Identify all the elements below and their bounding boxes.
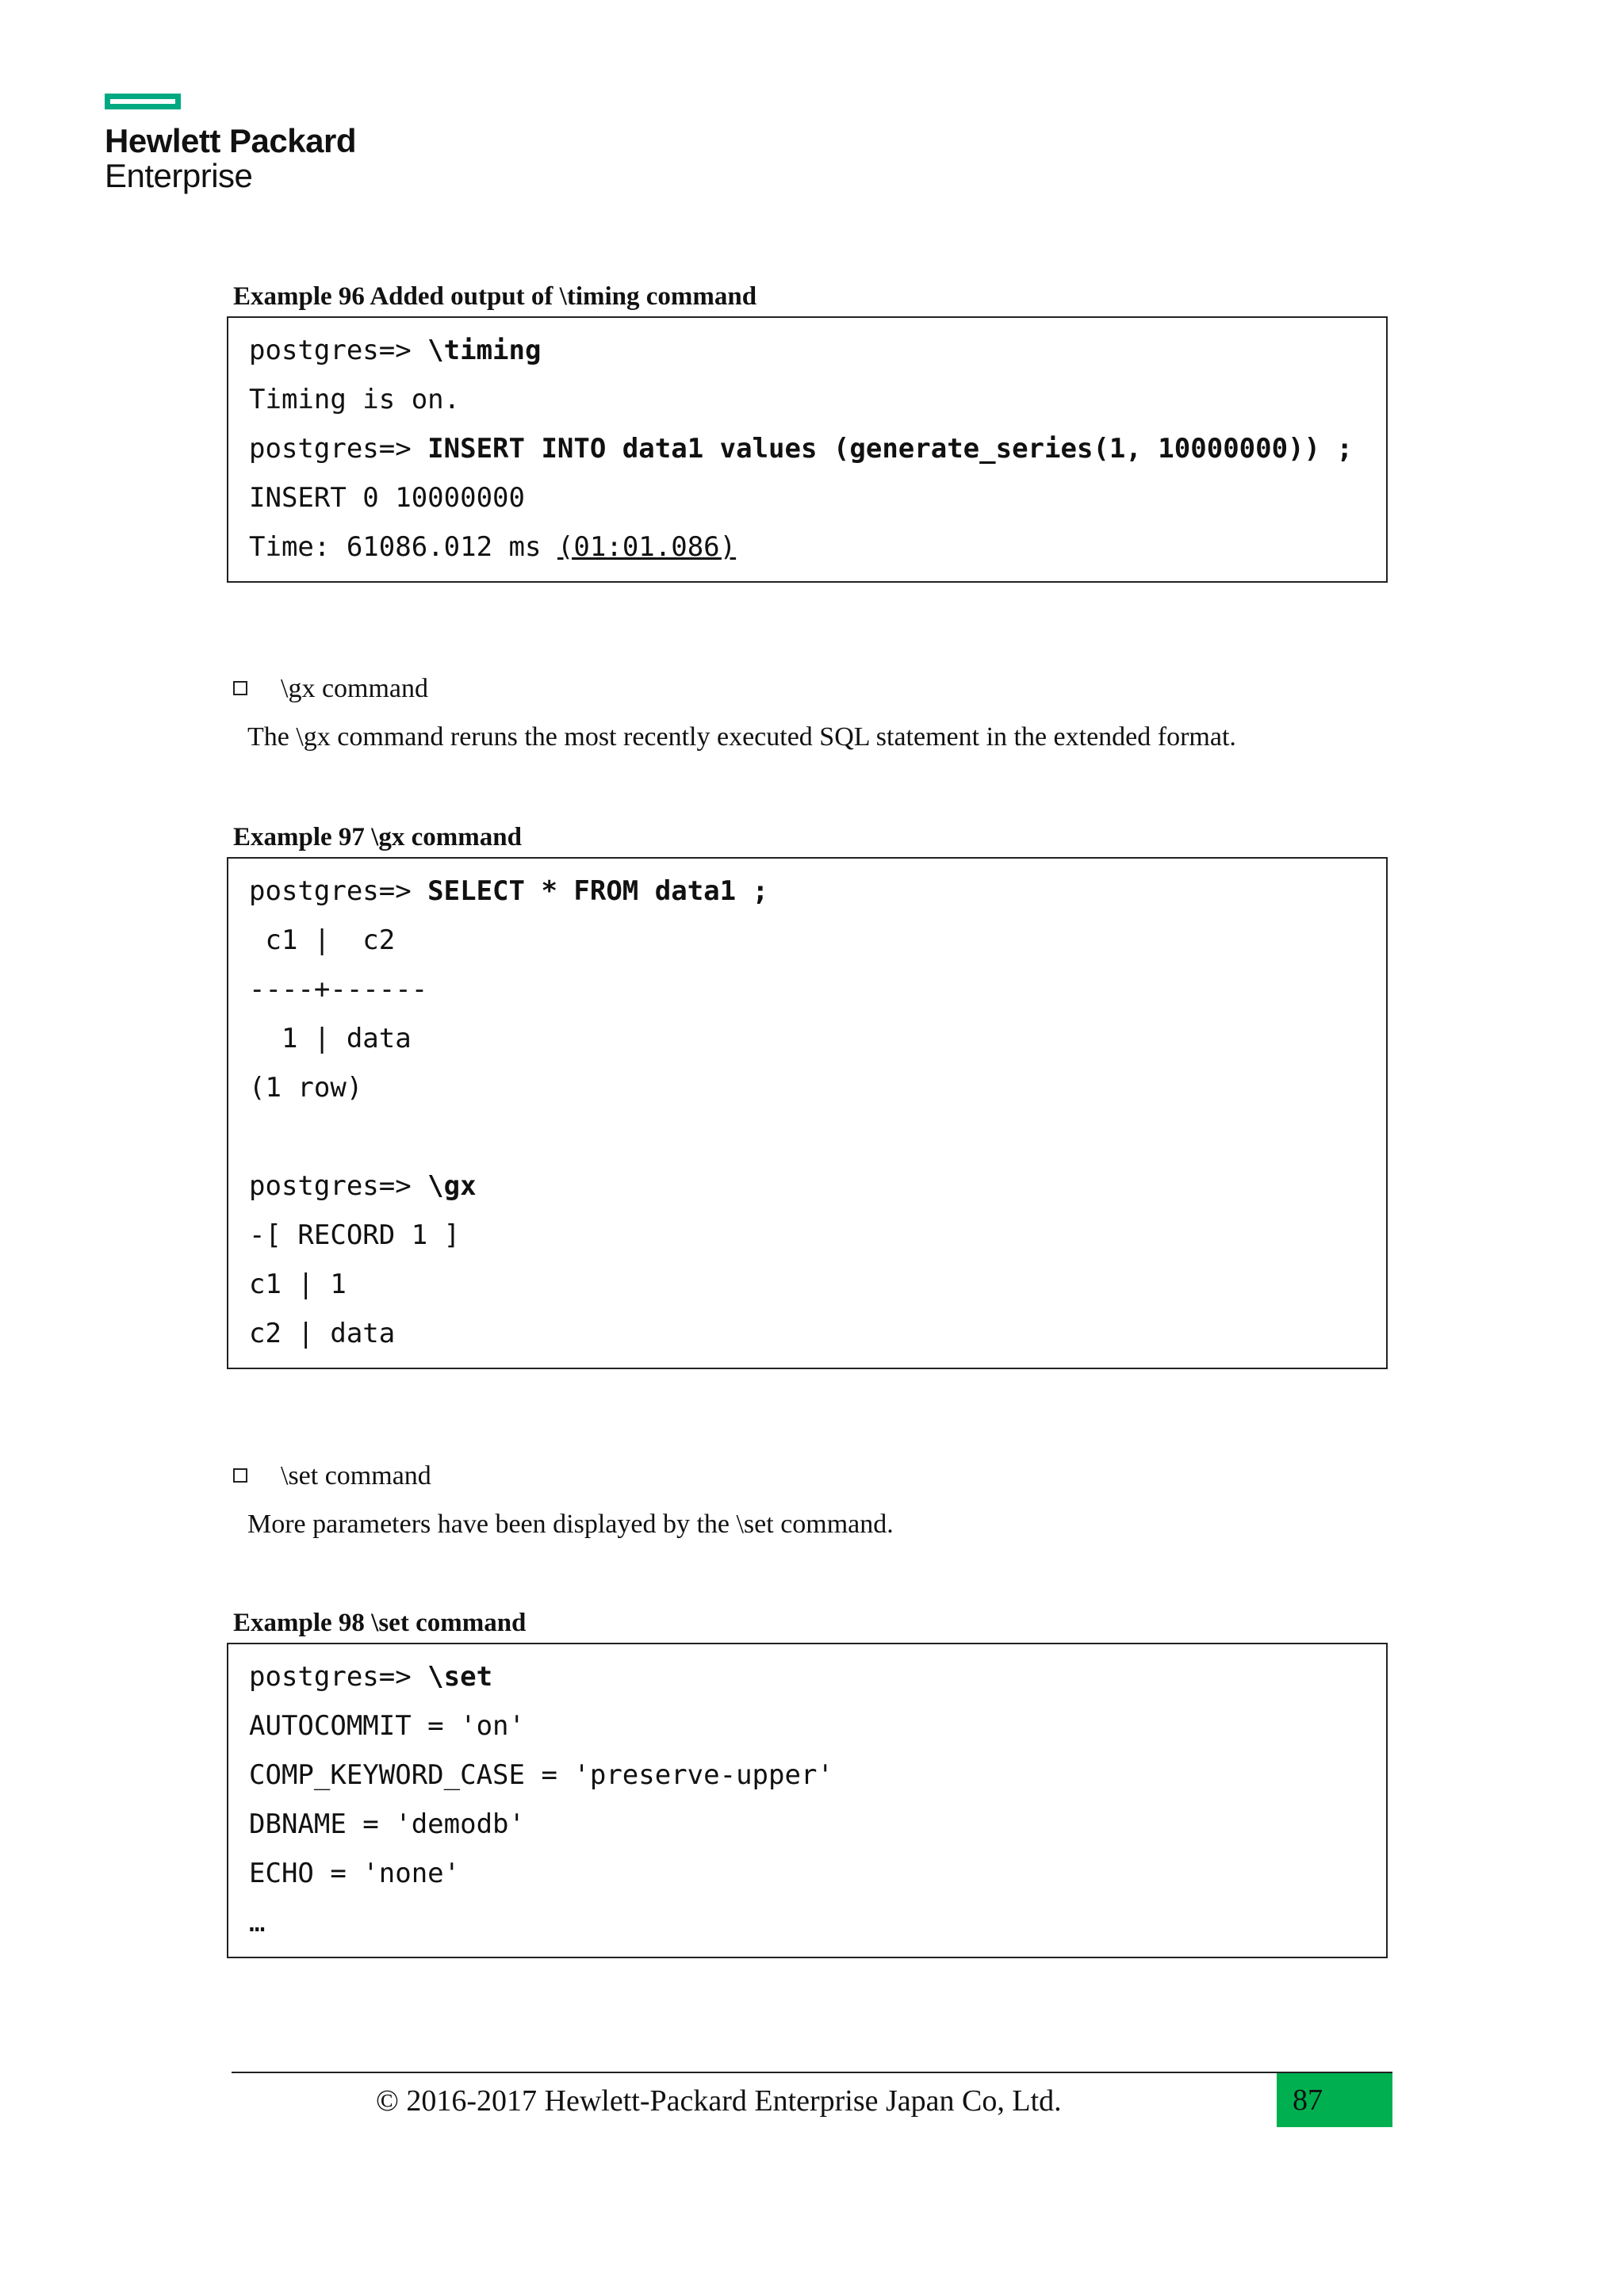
gx-command-heading: [233, 673, 428, 705]
example-97-lines: [249, 867, 1365, 1358]
code-output: COMP_KEYWORD_CASE = 'preserve-upper': [249, 1759, 833, 1791]
hpe-logo-mark: [105, 94, 181, 109]
bullet-square-icon: [233, 681, 247, 695]
code-line: [249, 1309, 1365, 1358]
page-number: 87: [1277, 2073, 1392, 2127]
footer-copyright: © 2016-2017 Hewlett-Packard Enterprise Japan Co, Ltd.: [376, 2084, 1062, 2118]
bullet-square-icon: [233, 1468, 247, 1483]
code-line: [249, 965, 1365, 1014]
code-line: [249, 1701, 1365, 1751]
code-output: AUTOCOMMIT = 'on': [249, 1710, 525, 1742]
set-command-heading: [233, 1460, 431, 1492]
code-line: [249, 1751, 1365, 1800]
example-96-code-block: [227, 316, 1388, 583]
code-line: [249, 1161, 1365, 1211]
code-line: [249, 1898, 1365, 1947]
code-line: [249, 522, 1365, 572]
gx-command-description: The \gx command reruns the most recently executed SQL statement in the extended format.: [247, 722, 1236, 752]
hpe-logo: [105, 94, 356, 193]
code-line: [249, 1260, 1365, 1309]
code-output: ECHO = 'none': [249, 1858, 461, 1889]
code-output: (1 row): [249, 1072, 363, 1104]
logo-text-enterprise: Enterprise: [105, 157, 253, 194]
set-command-title: \set command: [281, 1461, 431, 1490]
code-prompt: postgres=>: [249, 1170, 428, 1202]
code-line: [249, 326, 1365, 375]
code-command: \timing: [427, 335, 542, 366]
code-command: INSERT INTO data1 values (generate_series(1, 10000000)) ;: [427, 433, 1353, 465]
footer-divider: [232, 2072, 1392, 2073]
code-output: -[ RECORD 1 ]: [249, 1219, 461, 1251]
code-output: c2 | data: [249, 1318, 396, 1349]
code-line: [249, 424, 1365, 473]
code-line: [249, 473, 1365, 522]
logo-text-hewlett-packard: Hewlett Packard: [105, 122, 356, 159]
code-prompt: postgres=>: [249, 335, 428, 366]
code-line: [249, 1063, 1365, 1112]
code-output: Timing is on.: [249, 384, 461, 415]
code-line: [249, 1652, 1365, 1701]
code-output: Time: 61086.012 ms: [249, 531, 557, 563]
example-98-lines: [249, 1652, 1365, 1947]
example-98-code-block: [227, 1643, 1388, 1958]
code-command: SELECT * FROM data1 ;: [427, 875, 769, 907]
code-line: [249, 916, 1365, 965]
code-line: [249, 1112, 1365, 1161]
code-output: INSERT 0 10000000: [249, 482, 525, 514]
code-command: \set: [427, 1661, 493, 1693]
example-96-caption: Example 96 Added output of \timing command: [233, 282, 757, 311]
code-line: [249, 1849, 1365, 1898]
code-line: [249, 1014, 1365, 1063]
example-98-caption: Example 98 \set command: [233, 1609, 527, 1637]
example-97-code-block: [227, 857, 1388, 1369]
gx-command-title: \gx command: [281, 674, 429, 703]
code-output-underlined: (01:01.086): [557, 531, 737, 563]
example-97-caption: Example 97 \gx command: [233, 823, 522, 851]
code-prompt: postgres=>: [249, 875, 428, 907]
code-output: 1 | data: [249, 1023, 412, 1054]
code-command: \gx: [427, 1170, 477, 1202]
example-96-lines: [249, 326, 1365, 572]
code-line: [249, 1211, 1365, 1260]
code-prompt: postgres=>: [249, 1661, 428, 1693]
code-output: c1 | 1: [249, 1269, 347, 1300]
code-line: [249, 1800, 1365, 1849]
code-output: DBNAME = 'demodb': [249, 1808, 525, 1840]
code-line: [249, 867, 1365, 916]
code-line: [249, 375, 1365, 424]
code-prompt: postgres=>: [249, 433, 428, 465]
set-command-description: More parameters have been displayed by the \set command.: [247, 1510, 894, 1539]
code-output: …: [249, 1907, 266, 1938]
code-output: ----+------: [249, 974, 428, 1005]
code-output: c1 | c2: [249, 924, 396, 956]
